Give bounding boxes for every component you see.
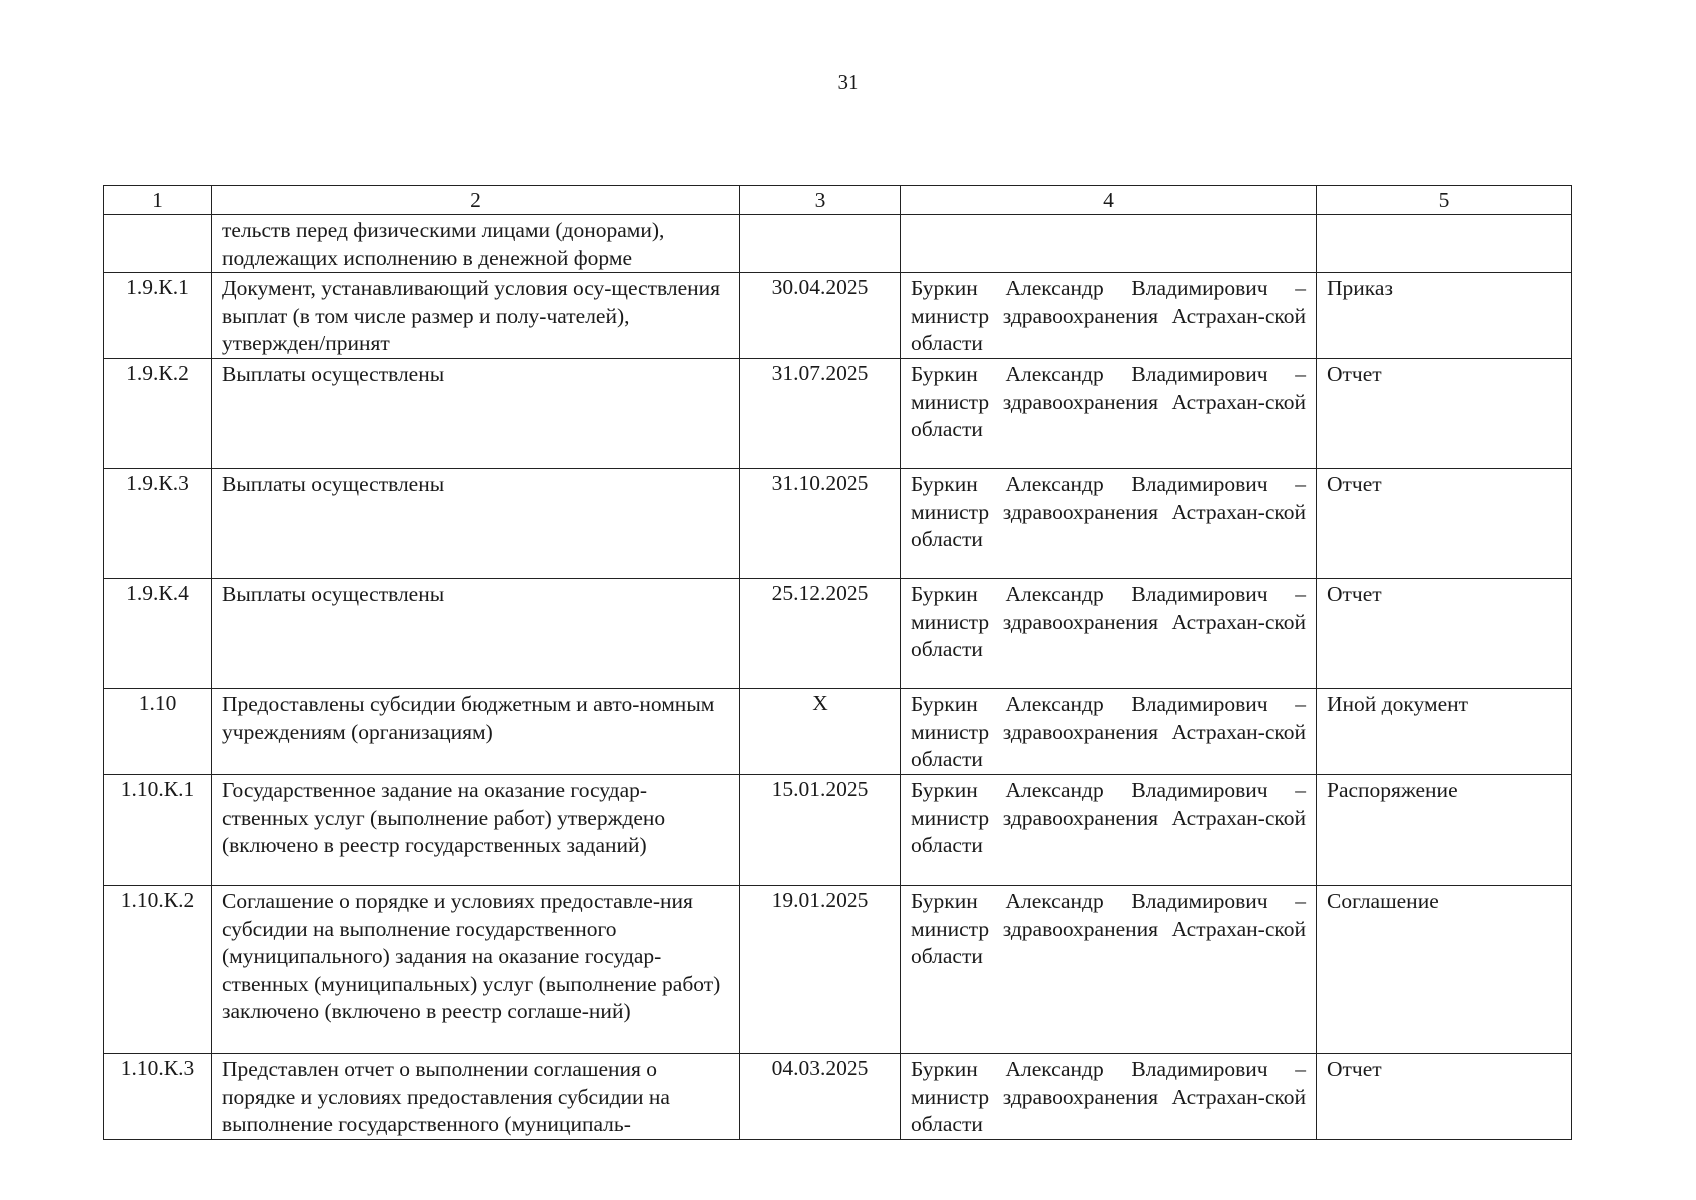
table-row: [104, 468, 1572, 578]
row-document: Отчет: [1317, 578, 1572, 688]
header-col-1: 1: [104, 186, 212, 215]
row-responsible: Буркин Александр Владимирович – министр здравоохранения Астрахан-ской области: [901, 885, 1317, 1053]
row-number: 1.10.К.2: [104, 885, 212, 1053]
row-document: Соглашение: [1317, 885, 1572, 1053]
row-number: [104, 215, 212, 273]
row-date: 31.07.2025: [740, 358, 901, 468]
row-number: 1.9.К.1: [104, 273, 212, 359]
row-number: 1.10.К.3: [104, 1053, 212, 1139]
row-description: Документ, устанавливающий условия осу-ществления выплат (в том числе размер и полу-чателей), утвержден/принят: [212, 273, 740, 359]
row-date: 25.12.2025: [740, 578, 901, 688]
row-date: 04.03.2025: [740, 1053, 901, 1139]
row-document: Отчет: [1317, 1053, 1572, 1139]
row-document: Отчет: [1317, 358, 1572, 468]
row-description: тельств перед физическими лицами (донорами), подлежащих исполнению в денежной форме: [212, 215, 740, 273]
row-description: Соглашение о порядке и условиях предоставле-ния субсидии на выполнение государственного (муниципального) задания на оказание государ-ственных (муниципальных) услуг (выполнение работ) заключено (включено в реестр соглаше-ний): [212, 885, 740, 1053]
row-document: Приказ: [1317, 273, 1572, 359]
row-responsible: Буркин Александр Владимирович – министр здравоохранения Астрахан-ской области: [901, 273, 1317, 359]
row-date: X: [740, 688, 901, 774]
row-number: 1.9.К.2: [104, 358, 212, 468]
row-date: 19.01.2025: [740, 885, 901, 1053]
row-description: Выплаты осуществлены: [212, 468, 740, 578]
table-row: [104, 1053, 1572, 1139]
page-number: 31: [837, 70, 859, 94]
row-number: 1.10.К.1: [104, 774, 212, 885]
row-date: 31.10.2025: [740, 468, 901, 578]
table-row: [104, 358, 1572, 468]
table-row: [104, 885, 1572, 1053]
row-description: Выплаты осуществлены: [212, 358, 740, 468]
table-header-row: [104, 186, 1572, 215]
row-number: 1.10: [104, 688, 212, 774]
plan-table: [103, 185, 1572, 1140]
row-description: Выплаты осуществлены: [212, 578, 740, 688]
row-document: Распоряжение: [1317, 774, 1572, 885]
row-description: Предоставлены субсидии бюджетным и авто-номным учреждениям (организациям): [212, 688, 740, 774]
row-responsible: [901, 215, 1317, 273]
row-description: Государственное задание на оказание государ-ственных услуг (выполнение работ) утверждено (включено в реестр государственных заданий): [212, 774, 740, 885]
row-date: 15.01.2025: [740, 774, 901, 885]
header-col-5: 5: [1317, 186, 1572, 215]
row-responsible: Буркин Александр Владимирович – министр здравоохранения Астрахан-ской области: [901, 1053, 1317, 1139]
row-number: 1.9.К.4: [104, 578, 212, 688]
row-date: [740, 215, 901, 273]
table-row: [104, 273, 1572, 359]
row-responsible: Буркин Александр Владимирович – министр здравоохранения Астрахан-ской области: [901, 774, 1317, 885]
row-responsible: Буркин Александр Владимирович – министр здравоохранения Астрахан-ской области: [901, 358, 1317, 468]
row-number: 1.9.К.3: [104, 468, 212, 578]
row-responsible: Буркин Александр Владимирович – министр здравоохранения Астрахан-ской области: [901, 688, 1317, 774]
table-row: [104, 215, 1572, 273]
table-row: [104, 688, 1572, 774]
row-date: 30.04.2025: [740, 273, 901, 359]
header-col-3: 3: [740, 186, 901, 215]
row-description: Представлен отчет о выполнении соглашения о порядке и условиях предоставления субсидии на выполнение государственного (муниципаль-: [212, 1053, 740, 1139]
row-document: [1317, 215, 1572, 273]
table-row: [104, 774, 1572, 885]
row-responsible: Буркин Александр Владимирович – министр здравоохранения Астрахан-ской области: [901, 578, 1317, 688]
table-row: [104, 578, 1572, 688]
row-document: Иной документ: [1317, 688, 1572, 774]
header-col-4: 4: [901, 186, 1317, 215]
row-responsible: Буркин Александр Владимирович – министр здравоохранения Астрахан-ской области: [901, 468, 1317, 578]
header-col-2: 2: [212, 186, 740, 215]
row-document: Отчет: [1317, 468, 1572, 578]
